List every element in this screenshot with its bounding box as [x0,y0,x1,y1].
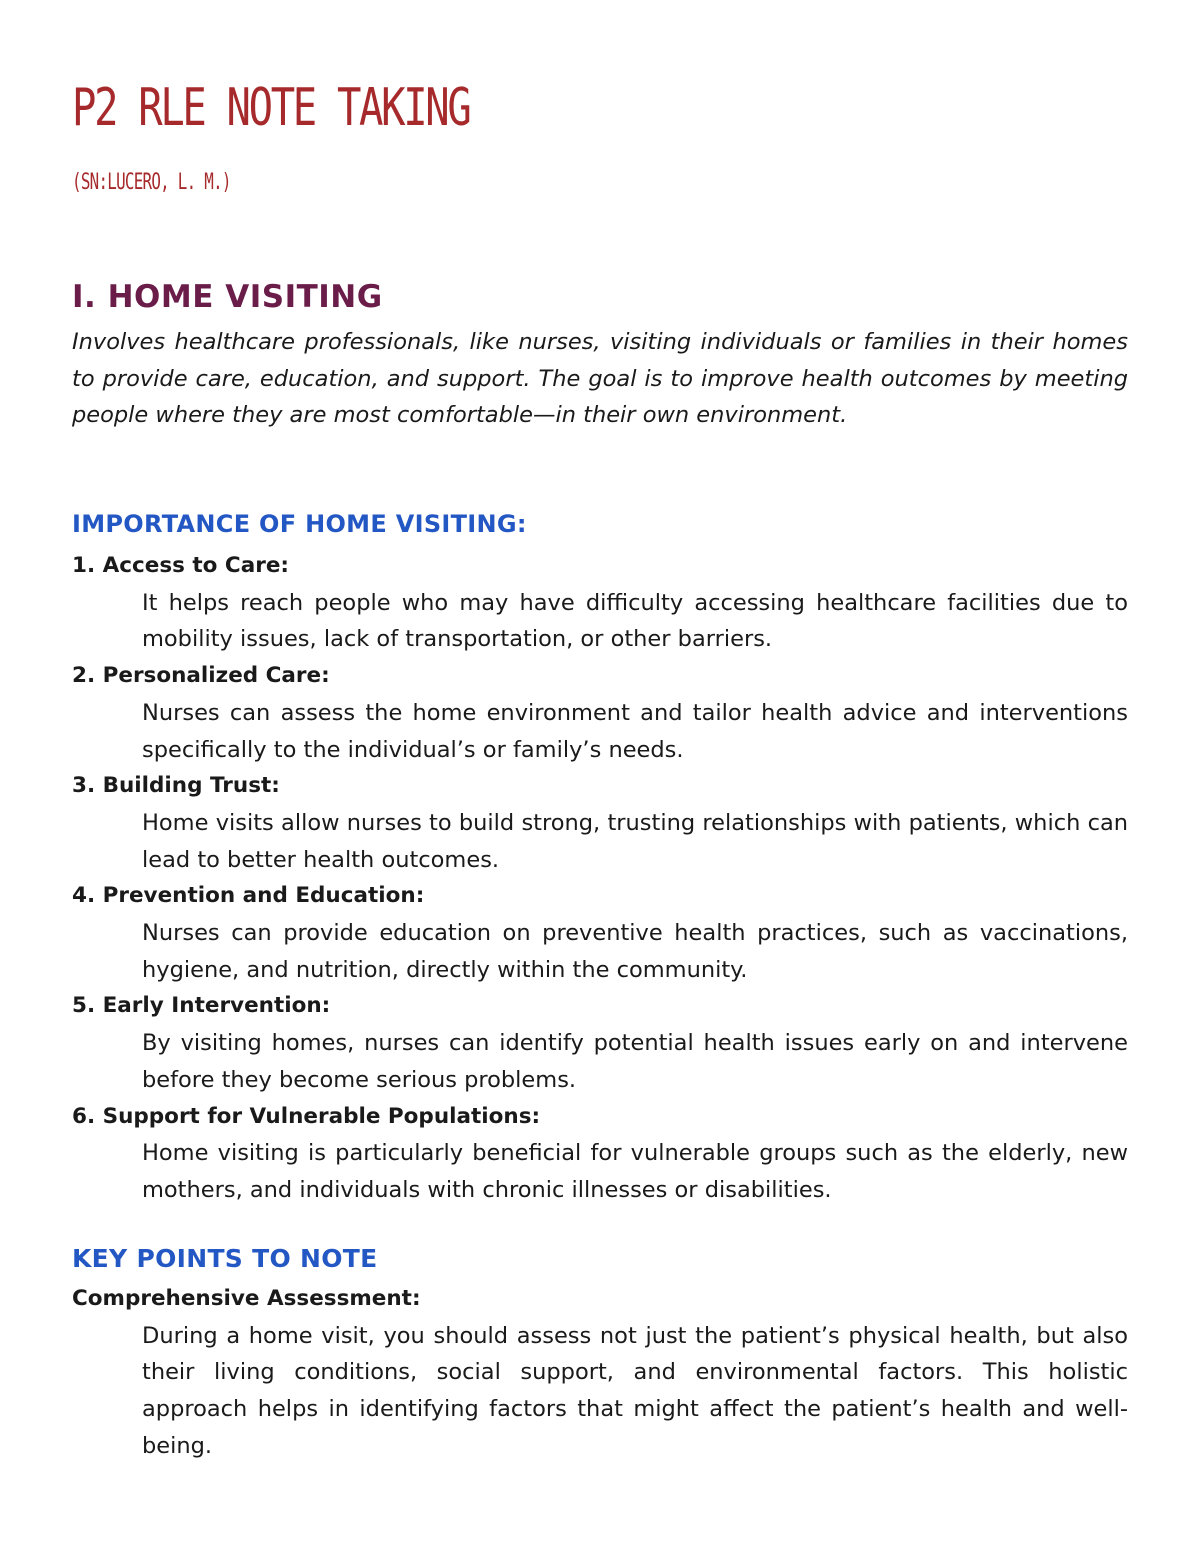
importance-list [72,548,1128,1209]
list-item [72,768,1128,878]
document-subtitle: (SN:LUCERO, L. M.) [72,170,231,195]
list-item-title: Comprehensive Assessment: [72,1286,421,1311]
list-item [72,878,1128,988]
list-item [72,1099,1128,1209]
list-item [72,658,1128,768]
list-item-title: 5. Early Intervention: [72,993,331,1019]
list-item [72,988,1128,1098]
list-item-body: Home visiting is particularly beneficial for vulnerable groups such as the elderly, new mothers, and individuals with chronic illnesses or disabilities. [142,1140,1128,1203]
section-heading: I. HOME VISITING [72,279,383,315]
list-item-body: By visiting homes, nurses can identify potential health issues early on and intervene before they become serious problems. [142,1030,1128,1093]
list-item-body: Nurses can assess the home environment and tailor health advice and interventions specifically to the individual’s or family’s needs. [142,699,1128,763]
list-item-title: 1. Access to Care: [72,553,290,578]
section-intro: Involves healthcare professionals, like nurses, visiting individuals or families in their homes to provide care, education, and support. The goal is to improve health outcomes by meeting people where they are most comfortable—in their own environment. [72,329,1128,429]
list-item-body: It helps reach people who may have difficulty accessing healthcare facilities due to mobility issues, lack of transportation, or other barriers. [142,589,1128,653]
list-item-body: During a home visit, you should assess not just the patient’s physical health, but also their living conditions, social support, and environmental factors. This holistic approach helps in identifying factors that might affect the patient’s health and well-being. [142,1322,1128,1459]
list-item [72,1281,1128,1465]
importance-heading: IMPORTANCE OF HOME VISITING: [72,510,527,538]
list-item-body: Nurses can provide education on preventive health practices, such as vaccinations, hygiene, and nutrition, directly within the community. [142,920,1128,983]
document-title: P2 RLE NOTE TAKING [72,78,470,138]
list-item-title: 3. Building Trust: [72,773,280,799]
list-item [72,548,1128,658]
list-item-title: 2. Personalized Care: [72,663,330,689]
list-item-title: 6. Support for Vulnerable Populations: [72,1103,541,1129]
key-points-heading: KEY POINTS TO NOTE [72,1244,378,1273]
list-item-body: Home visits allow nurses to build strong, trusting relationships with patients, which can lead to better health outcomes. [142,809,1128,873]
key-points-list [72,1281,1128,1465]
list-item-title: 4. Prevention and Education: [72,883,425,909]
